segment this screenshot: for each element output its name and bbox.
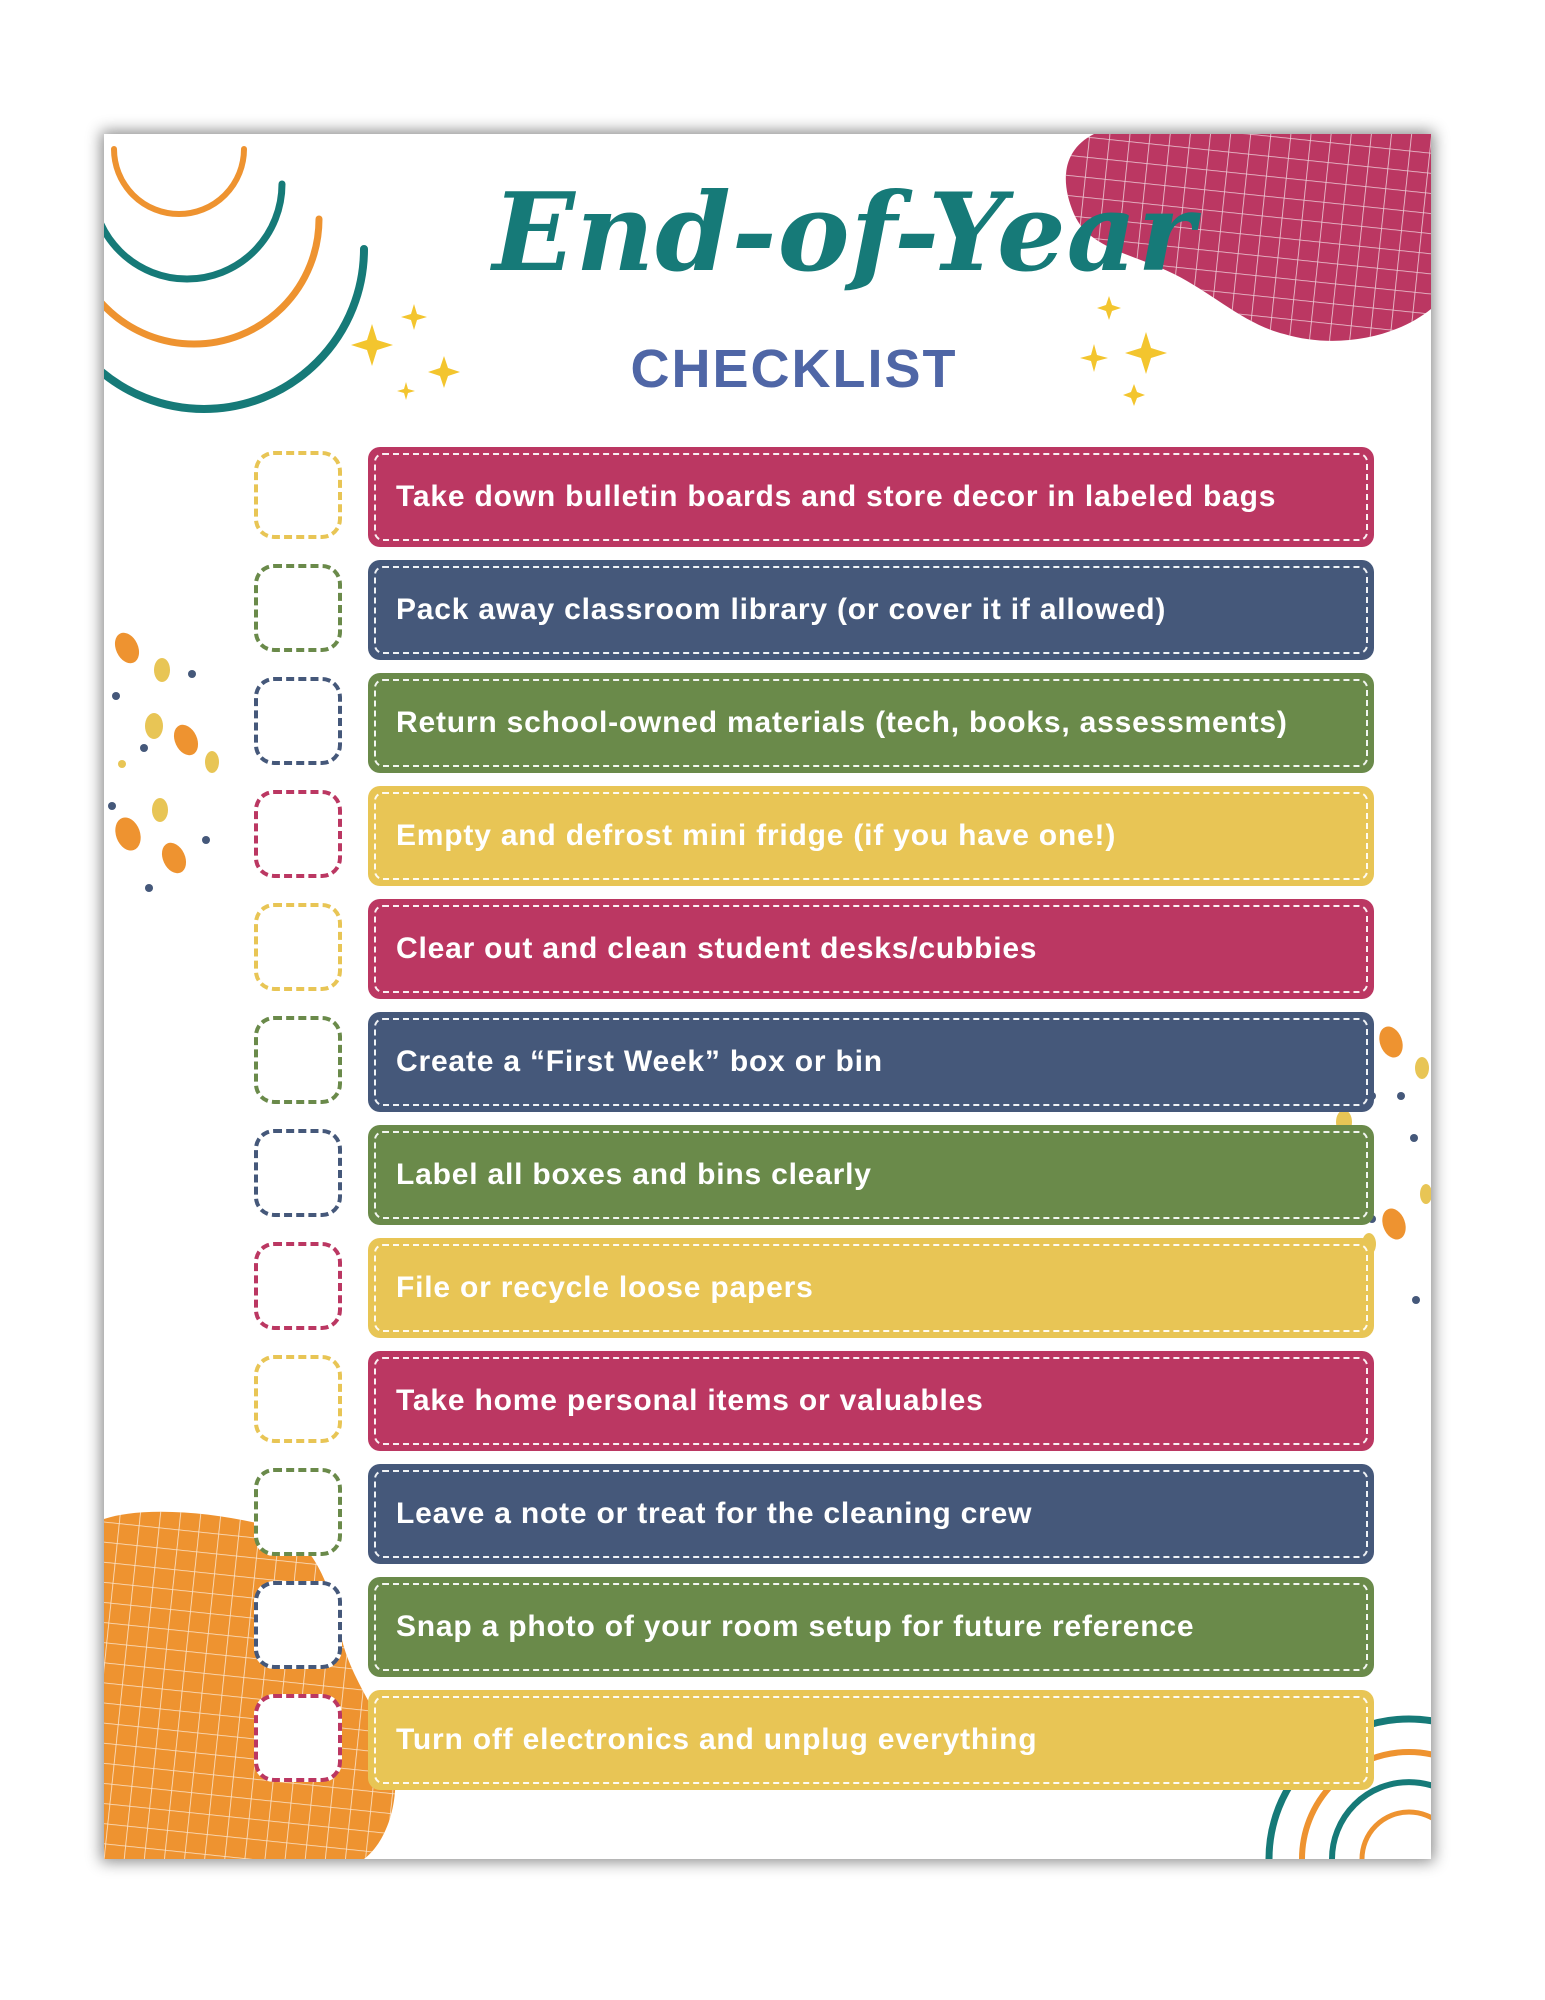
task-bar [368, 560, 1374, 660]
checklist-item [104, 673, 1431, 777]
checklist-item [104, 560, 1431, 664]
task-label: Take down bulletin boards and store decor in labeled bags [396, 480, 1277, 513]
checklist-item [104, 447, 1431, 551]
checklist-item [104, 786, 1431, 890]
task-bar [368, 1125, 1374, 1225]
task-label: Pack away classroom library (or cover it if allowed) [396, 593, 1167, 626]
checklist-item [104, 1464, 1431, 1568]
page-title: End-of-Year [492, 170, 1196, 296]
task-bar [368, 1238, 1374, 1338]
task-label: Leave a note or treat for the cleaning crew [396, 1497, 1033, 1530]
checklist-item [104, 1125, 1431, 1229]
checklist-item [104, 1690, 1431, 1794]
checkbox[interactable] [254, 677, 342, 765]
checklist-item [104, 1012, 1431, 1116]
checkbox[interactable] [254, 790, 342, 878]
checklist-item [104, 1577, 1431, 1681]
checklist-item [104, 1351, 1431, 1455]
task-label: Label all boxes and bins clearly [396, 1158, 872, 1191]
task-bar [368, 1464, 1374, 1564]
task-label: Clear out and clean student desks/cubbies [396, 932, 1038, 965]
task-bar [368, 447, 1374, 547]
task-label: Create a “First Week” box or bin [396, 1045, 883, 1078]
checklist-item [104, 899, 1431, 1003]
checklist-item [104, 1238, 1431, 1342]
checkbox[interactable] [254, 903, 342, 991]
checkbox[interactable] [254, 1129, 342, 1217]
checkbox[interactable] [254, 1694, 342, 1782]
checkbox[interactable] [254, 564, 342, 652]
checkbox[interactable] [254, 1242, 342, 1330]
task-label: Take home personal items or valuables [396, 1384, 984, 1417]
checkbox[interactable] [254, 1016, 342, 1104]
task-bar [368, 673, 1374, 773]
checkbox[interactable] [254, 1581, 342, 1669]
task-label: File or recycle loose papers [396, 1271, 814, 1304]
checklist-page [104, 134, 1431, 1859]
task-label: Snap a photo of your room setup for future reference [396, 1610, 1195, 1643]
checkbox[interactable] [254, 451, 342, 539]
task-bar [368, 786, 1374, 886]
checkbox[interactable] [254, 1468, 342, 1556]
task-bar [368, 1577, 1374, 1677]
task-bar [368, 899, 1374, 999]
checkbox[interactable] [254, 1355, 342, 1443]
task-label: Turn off electronics and unplug everything [396, 1723, 1038, 1756]
checklist [104, 134, 1431, 1859]
page-subtitle: CHECKLIST [630, 339, 958, 399]
task-label: Empty and defrost mini fridge (if you have one!) [396, 819, 1117, 852]
task-bar [368, 1351, 1374, 1451]
task-bar [368, 1690, 1374, 1790]
task-label: Return school-owned materials (tech, books, assessments) [396, 706, 1288, 739]
task-bar [368, 1012, 1374, 1112]
